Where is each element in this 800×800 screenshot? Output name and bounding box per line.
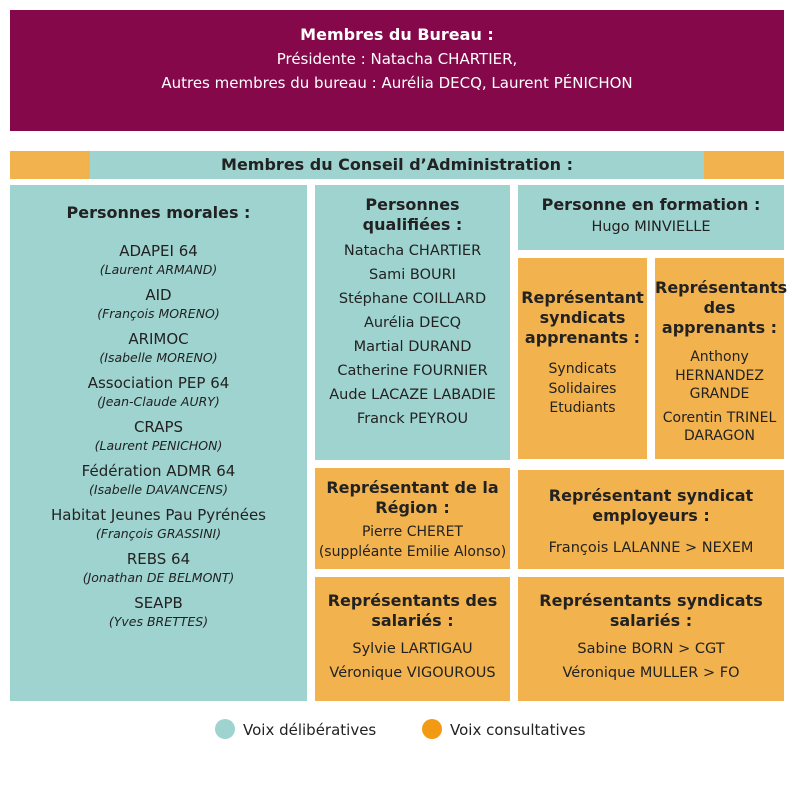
- member-name: Sylvie LARTIGAU: [352, 641, 473, 657]
- substitute-name: (suppléante Emilie Alonso): [318, 544, 507, 560]
- member-name: Franck PEYROU: [356, 411, 469, 427]
- member-name: Hugo MINVIELLE: [591, 219, 711, 235]
- bureau-box: [10, 10, 784, 131]
- section-title-line: Région :: [375, 498, 450, 517]
- member-name-line: GRANDE: [689, 386, 750, 402]
- teal-dot-icon: [215, 719, 235, 739]
- org-representative: (Isabelle MORENO): [99, 350, 218, 365]
- section-title-line: Représentant: [521, 288, 644, 307]
- org-representative: (François MORENO): [97, 306, 220, 321]
- member-name: Aude LACAZE LABADIE: [329, 387, 496, 403]
- representant-region-box: [315, 468, 510, 569]
- conseil-bar-right-accent: [704, 151, 784, 179]
- member-name: Catherine FOURNIER: [337, 363, 488, 379]
- org-name: Fédération ADMR 64: [81, 462, 236, 480]
- member-name-line: Anthony: [690, 349, 749, 365]
- section-title-line: Représentant syndicat: [548, 486, 754, 505]
- union-name-line: Syndicats: [548, 361, 617, 377]
- conseil-title: Membres du Conseil d’Administration :: [90, 151, 704, 179]
- bureau-title: Membres du Bureau :: [300, 25, 494, 44]
- section-title-line: des: [703, 298, 736, 317]
- representants-syndicats-salaries-box: [518, 577, 784, 701]
- section-title-line: syndicats: [539, 308, 626, 327]
- section-title-line: salariés :: [609, 611, 693, 630]
- member-name: François LALANNE > NEXEM: [548, 540, 754, 556]
- org-name: Association PEP 64: [87, 374, 230, 392]
- conseil-header-bar: [10, 151, 784, 179]
- member-name: Martial DURAND: [353, 339, 472, 355]
- section-title-line: salariés :: [371, 611, 454, 630]
- org-representative: (Yves BRETTES): [108, 614, 209, 629]
- section-title-line: Représentants syndicats: [539, 591, 763, 610]
- section-title-line: Représentants des: [327, 591, 498, 610]
- legend-label: Voix délibératives: [243, 721, 377, 739]
- personnes-qualifiees-title-line1: Personnes: [365, 195, 460, 214]
- bureau-other-members: Autres membres du bureau : Aurélia DECQ, Laurent PÉNICHON: [161, 74, 633, 92]
- member-name: Natacha CHARTIER: [343, 243, 482, 259]
- org-name: ADAPEI 64: [119, 242, 198, 260]
- member-name: Véronique MULLER > FO: [562, 665, 740, 681]
- representants-apprenants-box: [655, 258, 788, 459]
- representants-salaries-box: [315, 577, 510, 701]
- org-representative: (Laurent PENICHON): [94, 438, 223, 453]
- member-name-line: Corentin TRINEL: [662, 409, 777, 426]
- orange-dot-icon: [422, 719, 442, 739]
- personnes-morales-list: [10, 241, 307, 631]
- member-name: Sami BOURI: [369, 267, 456, 283]
- member-name: Stéphane COILLARD: [338, 291, 487, 307]
- personnes-qualifiees-box: [315, 185, 510, 460]
- legend-item-consultative: [422, 718, 586, 742]
- org-name: AID: [145, 286, 172, 304]
- org-representative: (Isabelle DAVANCENS): [89, 482, 228, 497]
- personne-formation-box: [518, 185, 784, 250]
- org-name: ARIMOC: [128, 330, 189, 348]
- org-representative: (François GRASSINI): [95, 526, 222, 541]
- legend-item-deliberative: [215, 718, 376, 742]
- member-name-line: DARAGON: [684, 428, 755, 444]
- member-name: Pierre CHERET: [362, 524, 463, 540]
- section-title-line: employeurs :: [592, 506, 710, 525]
- org-representative: (Jonathan DE BELMONT): [82, 570, 235, 585]
- member-name: Véronique VIGOUROUS: [329, 665, 496, 681]
- union-name-line: Solidaires: [548, 380, 617, 397]
- org-name: REBS 64: [126, 550, 191, 568]
- org-name: Habitat Jeunes Pau Pyrénées: [51, 506, 266, 524]
- org-name: SEAPB: [134, 594, 183, 612]
- section-title-line: apprenants :: [661, 318, 778, 337]
- conseil-bar-left-accent: [10, 151, 90, 179]
- legend-label: Voix consultatives: [450, 721, 586, 739]
- section-title-line: apprenants :: [524, 328, 641, 347]
- personnes-morales-box: [10, 185, 307, 701]
- org-name: CRAPS: [133, 418, 184, 436]
- representant-syndicat-employeurs-box: [518, 470, 784, 569]
- personnes-qualifiees-title-line2: qualifiées :: [362, 215, 463, 234]
- member-name: Aurélia DECQ: [363, 315, 462, 331]
- personnes-morales-title: Personnes morales :: [66, 203, 251, 222]
- union-name-line: Etudiants: [549, 400, 616, 416]
- org-representative: (Laurent ARMAND): [99, 262, 218, 277]
- legend: [0, 718, 800, 742]
- representant-syndicats-apprenants-box: [518, 258, 647, 459]
- section-title-line: Représentant de la: [326, 478, 499, 497]
- personne-formation-title: Personne en formation :: [541, 195, 761, 214]
- section-title-line: Représentants: [655, 278, 788, 297]
- bureau-president: Présidente : Natacha CHARTIER,: [276, 50, 518, 68]
- member-name-line: HERNANDEZ: [675, 367, 764, 384]
- member-name: Sabine BORN > CGT: [577, 641, 725, 657]
- org-representative: (Jean-Claude AURY): [97, 394, 220, 409]
